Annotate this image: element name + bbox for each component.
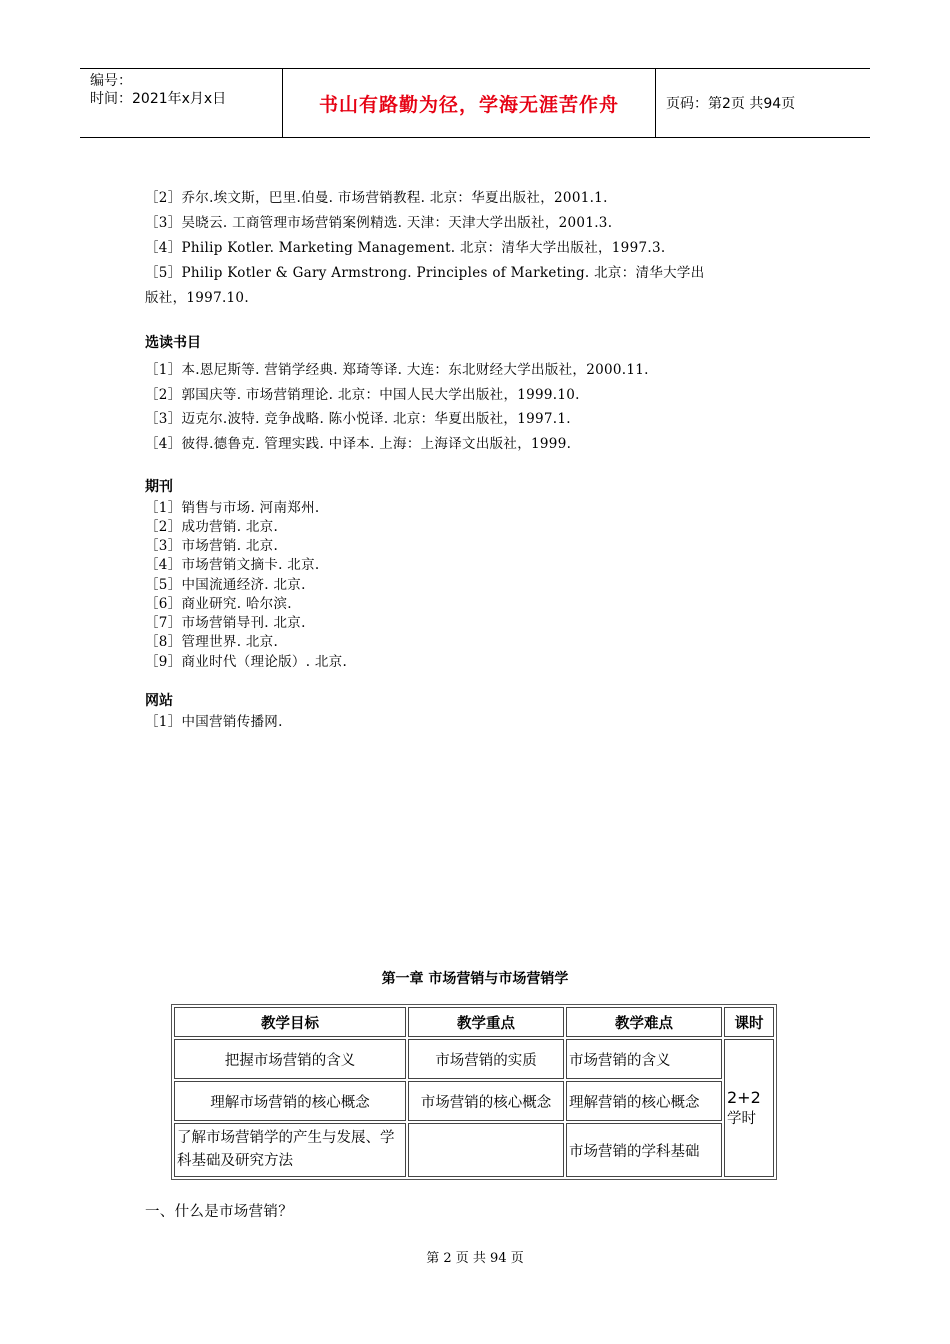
list-item: ［2］成功营销. 北京. (145, 519, 279, 535)
code-label: 编号： (90, 73, 132, 89)
table-row (174, 1039, 774, 1079)
header-meta (80, 69, 283, 137)
table-cell: 市场营销的核心概念 (408, 1081, 564, 1121)
list-item: ［7］市场营销导刊. 北京. (145, 615, 306, 631)
table-cell: 市场营销的含义 (566, 1039, 722, 1079)
page-header (80, 68, 870, 138)
list-item: ［1］销售与市场. 河南郑州. (145, 500, 320, 516)
table-row (174, 1081, 774, 1121)
periodicals-heading: 期刊 (145, 479, 173, 495)
list-item: ［1］本.恩尼斯等. 营销学经典. 郑琦等译. 大连：东北财经大学出版社，2000.11. (145, 362, 649, 378)
time-label: 时间：2021年x月x日 (90, 91, 227, 107)
hours-value: 2+2 (727, 1088, 761, 1107)
table-cell (408, 1123, 564, 1177)
list-item: ［8］管理世界. 北京. (145, 634, 279, 650)
websites-heading: 网站 (145, 693, 173, 709)
table-row (174, 1123, 774, 1177)
table-header-cell: 课时 (724, 1007, 774, 1037)
optional-reading-heading: 选读书目 (145, 335, 201, 351)
motto-text: 书山有路勤为径，学海无涯苦作舟 (318, 93, 619, 116)
reference-item: ［5］Philip Kotler & Gary Armstrong. Principles of Marketing. 北京：清华大学出 (145, 265, 705, 281)
list-item: ［3］市场营销. 北京. (145, 538, 279, 554)
reference-item: ［4］Philip Kotler. Marketing Management. 北京：清华大学出版社，1997.3. (145, 240, 666, 256)
reference-item: 版社，1997.10. (145, 290, 249, 306)
list-item: ［6］商业研究. 哈尔滨. (145, 596, 292, 612)
section-heading: 一、什么是市场营销？ (145, 1204, 293, 1220)
table-header-cell: 教学目标 (174, 1007, 406, 1037)
list-item: ［4］彼得.德鲁克. 管理实践. 中译本. 上海：上海译文出版社，1999. (145, 436, 572, 452)
table-cell: 把握市场营销的含义 (174, 1039, 406, 1079)
table-cell: 了解市场营销学的产生与发展、学科基础及研究方法 (174, 1123, 406, 1177)
table-cell: 理解市场营销的核心概念 (174, 1081, 406, 1121)
list-item: ［1］中国营销传播网. (145, 714, 283, 730)
list-item: ［9］商业时代（理论版）. 北京. (145, 654, 348, 670)
table-cell: 市场营销的学科基础 (566, 1123, 722, 1177)
table-header-row (174, 1007, 774, 1037)
reference-item: ［2］乔尔.埃文斯，巴里.伯曼. 市场营销教程. 北京：华夏出版社，2001.1. (145, 190, 608, 206)
header-page-info: 页码：第2页 共94页 (666, 96, 796, 112)
page-footer: 第 2 页 共 94 页 (426, 1251, 524, 1266)
table-header-cell: 教学难点 (566, 1007, 722, 1037)
table-cell: 市场营销的实质 (408, 1039, 564, 1079)
header-motto (283, 69, 656, 137)
teaching-table (171, 1004, 777, 1180)
list-item: ［4］市场营销文摘卡. 北京. (145, 557, 320, 573)
table-cell: 理解营销的核心概念 (566, 1081, 722, 1121)
hours-unit: 学时 (727, 1111, 756, 1127)
chapter-title: 第一章 市场营销与市场营销学 (381, 971, 569, 987)
hours-cell (724, 1039, 774, 1177)
reference-item: ［3］吴晓云. 工商管理市场营销案例精选. 天津：天津大学出版社，2001.3. (145, 215, 613, 231)
table-header-cell: 教学重点 (408, 1007, 564, 1037)
list-item: ［5］中国流通经济. 北京. (145, 577, 306, 593)
list-item: ［3］迈克尔.波特. 竞争战略. 陈小悦译. 北京：华夏出版社，1997.1. (145, 411, 571, 427)
list-item: ［2］郭国庆等. 市场营销理论. 北京：中国人民大学出版社，1999.10. (145, 387, 580, 403)
